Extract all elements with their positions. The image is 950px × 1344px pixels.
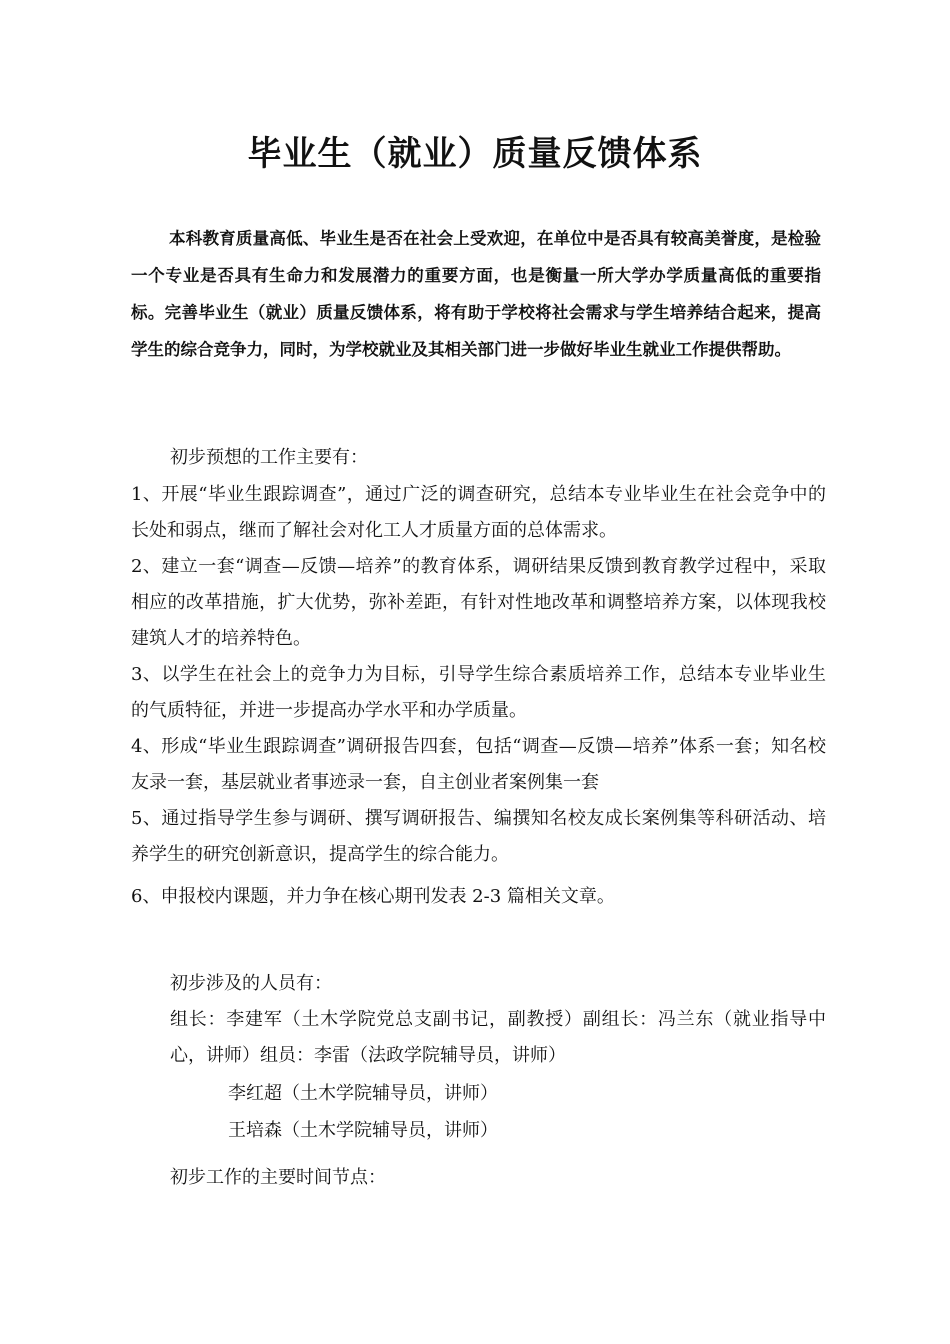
work-item: 6、申报校内课题，并力争在核心期刊发表 2-3 篇相关文章。 <box>131 886 615 907</box>
document-title: 毕业生（就业）质量反馈体系 <box>247 133 703 174</box>
work-item: 5、通过指导学生参与调研、撰写调研报告、编撰知名校友成长案例集等科研活动、培养学生的研究创新意识，提高学生的综合能力。 <box>131 808 826 865</box>
people-member: 李红超（土木学院辅导员，讲师） <box>228 1083 498 1104</box>
work-item: 4、形成“毕业生跟踪调查”调研报告四套，包括“调查—反馈—培养”体系一套；知名校友录一套，基层就业者事迹录一套，自主创业者案例集一套 <box>131 736 826 793</box>
work-item: 3、以学生在社会上的竞争力为目标，引导学生综合素质培养工作，总结本专业毕业生的气质特征，并进一步提高办学水平和办学质量。 <box>131 664 826 721</box>
people-heading: 初步涉及的人员有： <box>170 973 332 994</box>
intro-paragraph: 本科教育质量高低、毕业生是否在社会上受欢迎，在单位中是否具有较高美誉度，是检验一个专业是否具有生命力和发展潜力的重要方面，也是衡量一所大学办学质量高低的重要指标。完善毕业生（就业）质量反馈体系，将有助于学校将社会需求与学生培养结合起来，提高学生的综合竞争力，同时，为学校就业及其相关部门进一步做好毕业生就业工作提供帮助。 <box>131 229 821 359</box>
work-item: 2、建立一套“调查—反馈—培养”的教育体系，调研结果反馈到教育教学过程中，采取相应的改革措施，扩大优势，弥补差距，有针对性地改革和调整培养方案，以体现我校建筑人才的培养特色。 <box>131 556 826 649</box>
time-heading: 初步工作的主要时间节点： <box>170 1167 386 1188</box>
work-item-list <box>131 477 826 915</box>
work-heading: 初步预想的工作主要有： <box>170 447 368 468</box>
people-lead: 组长：李建军（土木学院党总支副书记，副教授）副组长：冯兰东（就业指导中心，讲师）组员：李雷（法政学院辅导员，讲师） <box>170 1009 826 1066</box>
people-member: 王培森（土木学院辅导员，讲师） <box>228 1120 498 1141</box>
work-item: 1、开展“毕业生跟踪调查”，通过广泛的调查研究，总结本专业毕业生在社会竞争中的长处和弱点，继而了解社会对化工人才质量方面的总体需求。 <box>131 484 826 541</box>
